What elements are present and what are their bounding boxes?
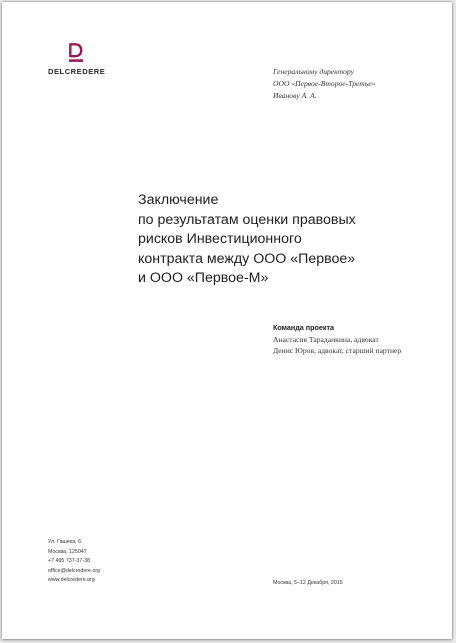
brand-name: DELCREDERE xyxy=(48,67,106,76)
addressee-company: ООО «Первое-Второе-Третье» xyxy=(273,79,376,88)
team-member: Анастасия Тараданкина, адвокат xyxy=(273,334,379,344)
document-dateline: Москва, 5–12 Декабря, 2015 xyxy=(273,580,343,586)
team-heading: Команда проекта xyxy=(273,323,335,332)
contact-address: Ул. Гашека, 6 xyxy=(48,539,82,545)
addressee-position: Генеральному директору xyxy=(273,67,354,76)
document-title xyxy=(138,191,388,289)
contact-info xyxy=(48,538,100,586)
title-line: Заключение xyxy=(138,192,219,208)
addressee-name: Иванову А. А. xyxy=(273,91,317,100)
team-member: Денис Юров, адвокат, старший партнер xyxy=(273,346,402,355)
title-line: контракта между ООО «Первое» xyxy=(138,250,356,267)
title-line: и ООО «Первое-М» xyxy=(138,270,269,287)
contact-phone: +7 495 737-37-38 xyxy=(48,558,90,565)
document-page xyxy=(2,2,452,639)
d-monogram-icon xyxy=(69,43,83,63)
project-team xyxy=(273,322,423,357)
addressee-block xyxy=(273,66,375,102)
contact-website: www.delcredere.org xyxy=(48,577,95,584)
title-line: по результатам оценки правовых xyxy=(138,211,356,228)
contact-city: Москва, 125047 xyxy=(48,548,87,555)
title-line: рисков Инвестиционного xyxy=(138,231,302,248)
contact-email: office@delcredere.org xyxy=(48,567,101,574)
